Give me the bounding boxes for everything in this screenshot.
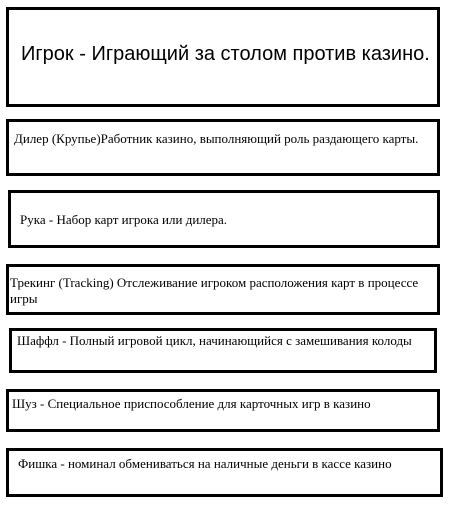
term-card-tracking (6, 264, 440, 315)
term-card-player (6, 7, 440, 107)
term-card-shuffle (9, 328, 437, 373)
term-card-dealer (6, 119, 440, 176)
term-text-dealer: Дилер (Крупье)Работник казино, выполняющий роль раздающего карты. (14, 131, 419, 146)
term-text-shoe: Шуз - Специальное приспособление для карточных игр в казино (12, 396, 371, 411)
term-card-hand (8, 190, 440, 248)
term-text-shuffle: Шаффл - Полный игровой цикл, начинающийся с замешивания колоды (17, 333, 412, 348)
term-text-hand: Рука - Набор карт игрока или дилера. (20, 212, 228, 227)
term-text-player: Игрок - Играющий за столом против казино. (21, 43, 430, 65)
term-card-chip (6, 448, 443, 497)
term-text-tracking: Трекинг (Tracking) Отслеживание игроком расположения карт в процессе игры (10, 275, 419, 307)
term-card-shoe (6, 389, 440, 432)
term-text-chip: Фишка - номинал обмениваться на наличные деньги в кассе казино (18, 456, 392, 471)
